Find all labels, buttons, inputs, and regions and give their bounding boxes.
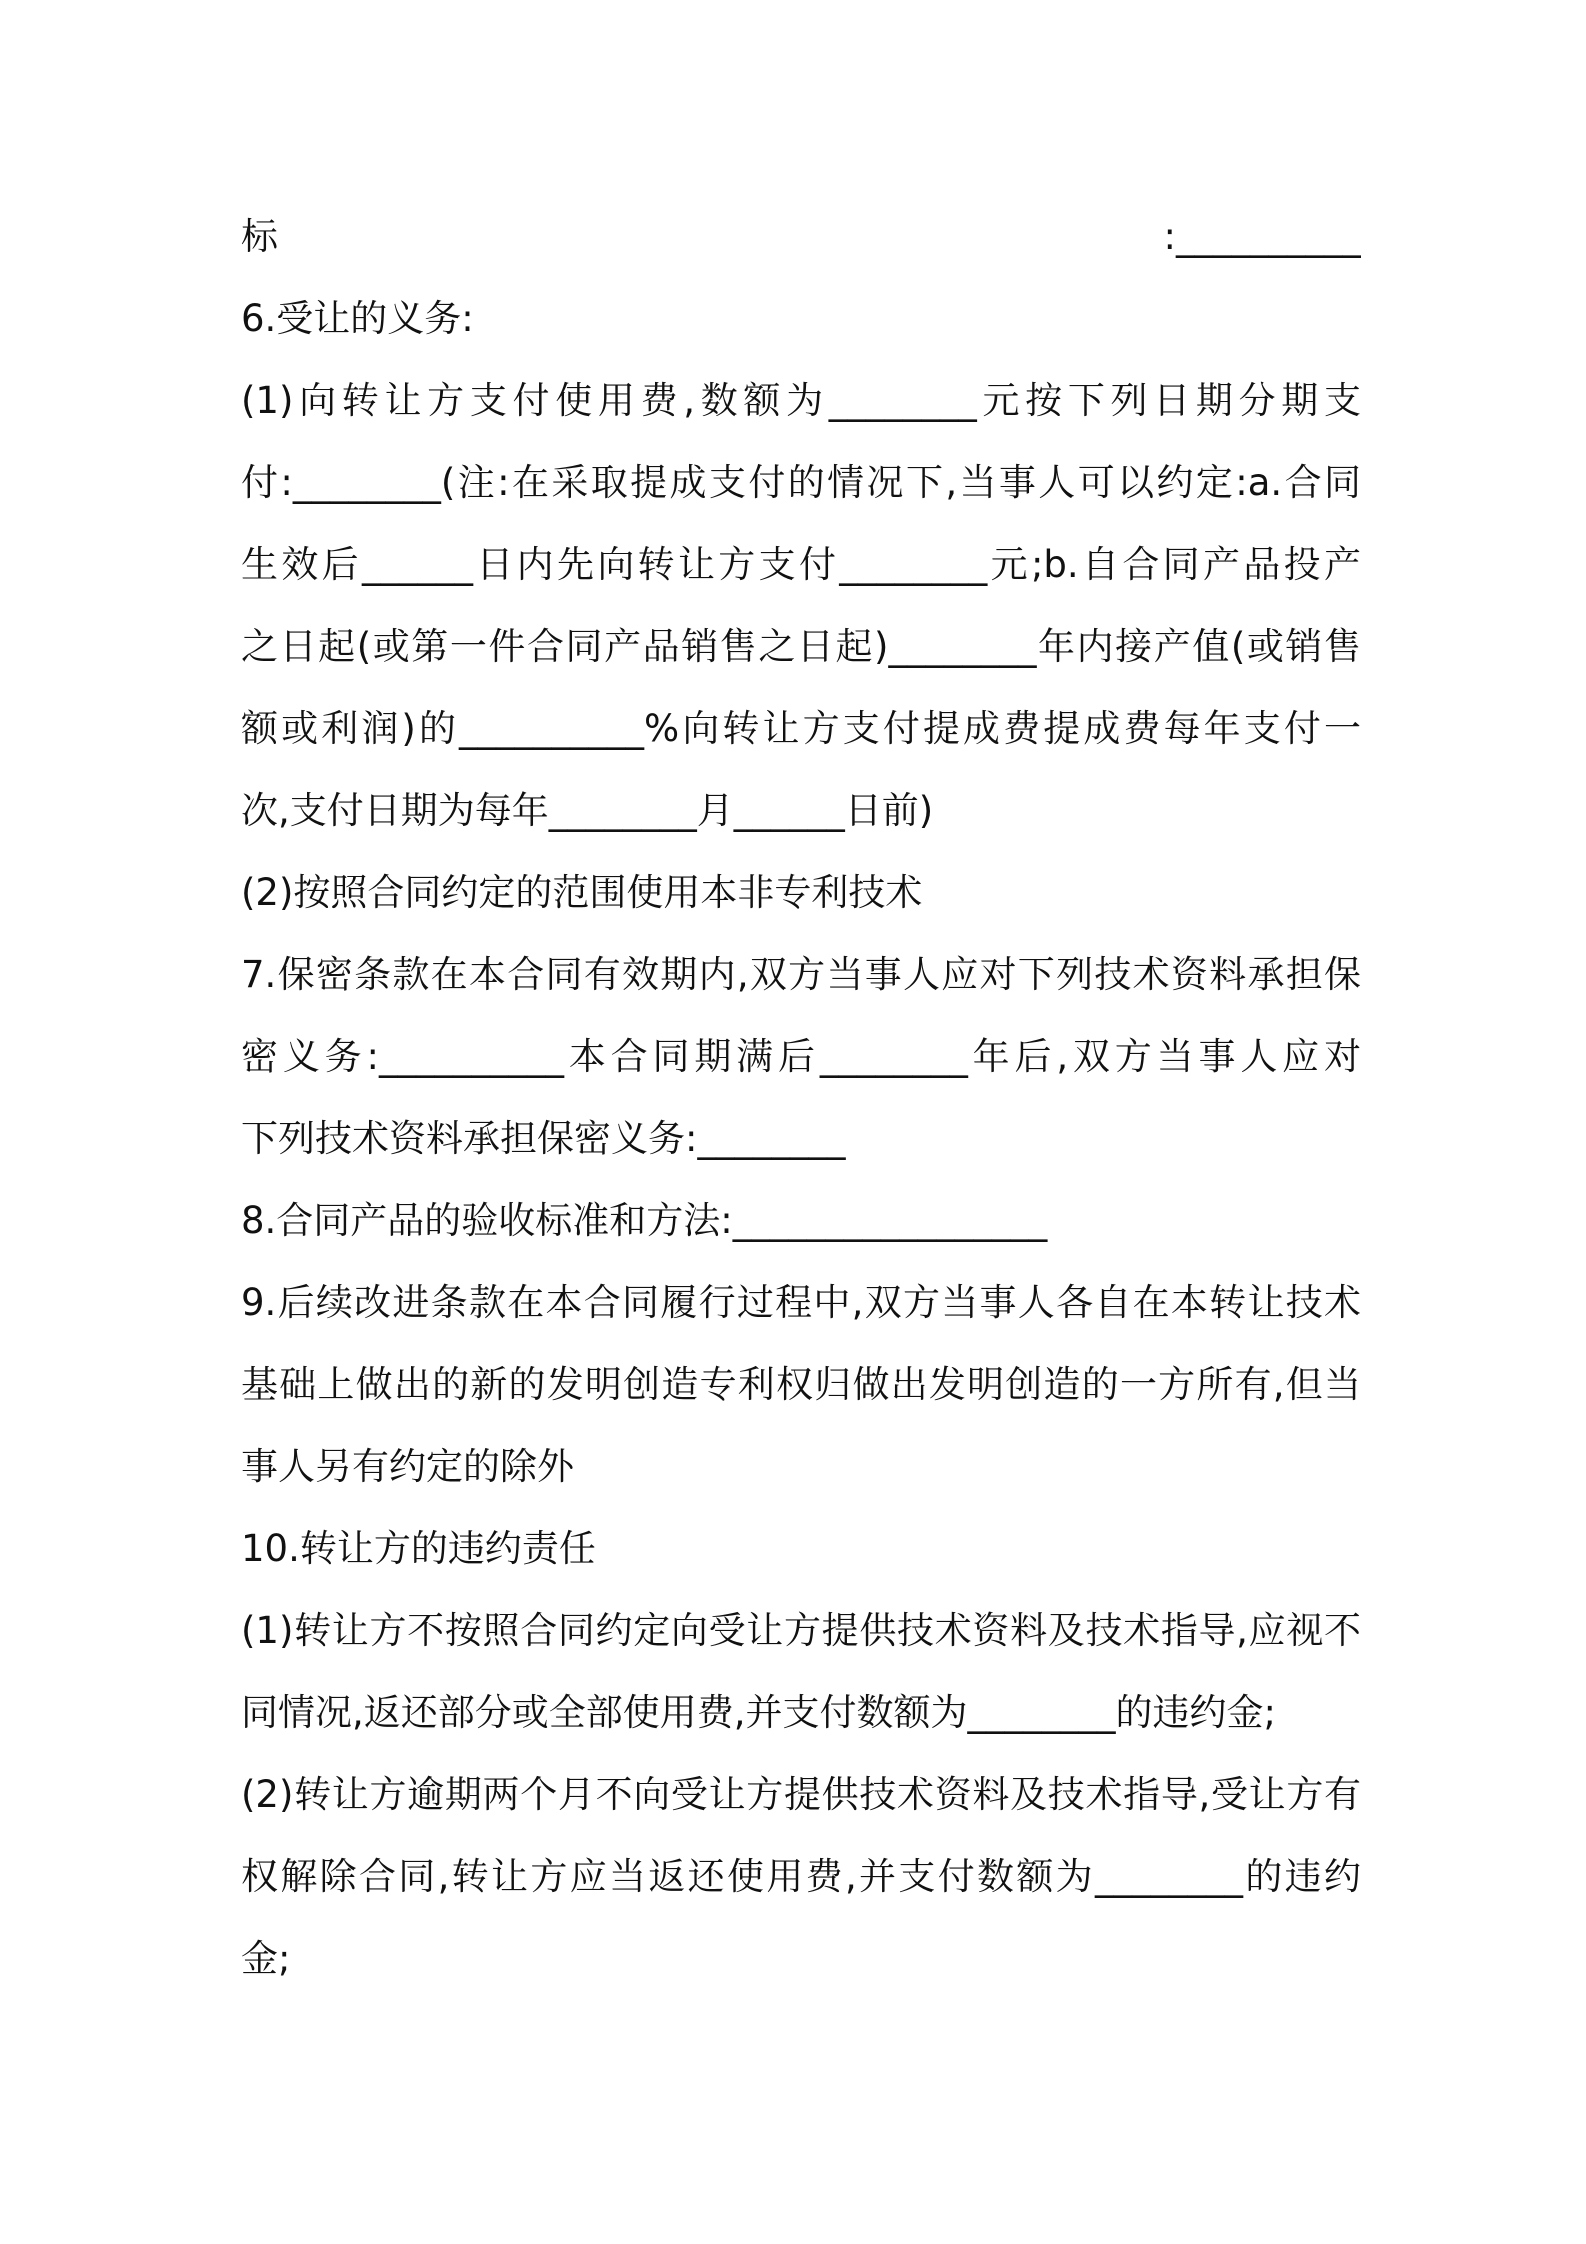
text-line: 付:________(注:在采取提成支付的情况下,当事人可以约定:a.合同 <box>241 461 1361 504</box>
text-line: (2)按照合同约定的范围使用本非专利技术 <box>241 871 923 914</box>
text-line: 次,支付日期为每年________月______日前) <box>241 789 934 832</box>
text-line: (2)转让方逾期两个月不向受让方提供技术资料及技术指导,受让方有 <box>241 1773 1361 1816</box>
text-line: 6.受让的义务: <box>241 297 474 340</box>
text-line: 事人另有约定的除外 <box>241 1445 574 1488</box>
text-line: 同情况,返还部分或全部使用费,并支付数额为________的违约金; <box>241 1691 1276 1734</box>
text-line: 额或利润)的__________%向转让方支付提成费提成费每年支付一 <box>241 707 1361 750</box>
text-line: (1)转让方不按照合同约定向受让方提供技术资料及技术指导,应视不 <box>241 1609 1361 1652</box>
text-line: 之日起(或第一件合同产品销售之日起)________年内接产值(或销售 <box>241 625 1361 668</box>
text-line: 下列技术资料承担保密义务:________ <box>241 1117 846 1160</box>
text-line: 权解除合同,转让方应当返还使用费,并支付数额为________的违约 <box>241 1855 1361 1898</box>
text-line: 密义务:__________本合同期满后________年后,双方当事人应对 <box>241 1035 1361 1078</box>
text-line: 7.保密条款在本合同有效期内,双方当事人应对下列技术资料承担保 <box>241 953 1361 996</box>
text-line: 金; <box>241 1937 291 1980</box>
text-line: 生效后______日内先向转让方支付________元;b.自合同产品投产 <box>241 543 1361 586</box>
text-line: 10.转让方的违约责任 <box>241 1527 596 1570</box>
text-line: 标:__________ <box>241 215 1361 258</box>
document-body <box>241 196 1361 2000</box>
text-line: 基础上做出的新的发明创造专利权归做出发明创造的一方所有,但当 <box>241 1363 1361 1406</box>
text-line: (1)向转让方支付使用费,数额为________元按下列日期分期支 <box>241 379 1361 422</box>
text-line: 8.合同产品的验收标准和方法:_________________ <box>241 1199 1048 1242</box>
text-line: 9.后续改进条款在本合同履行过程中,双方当事人各自在本转让技术 <box>241 1281 1361 1324</box>
